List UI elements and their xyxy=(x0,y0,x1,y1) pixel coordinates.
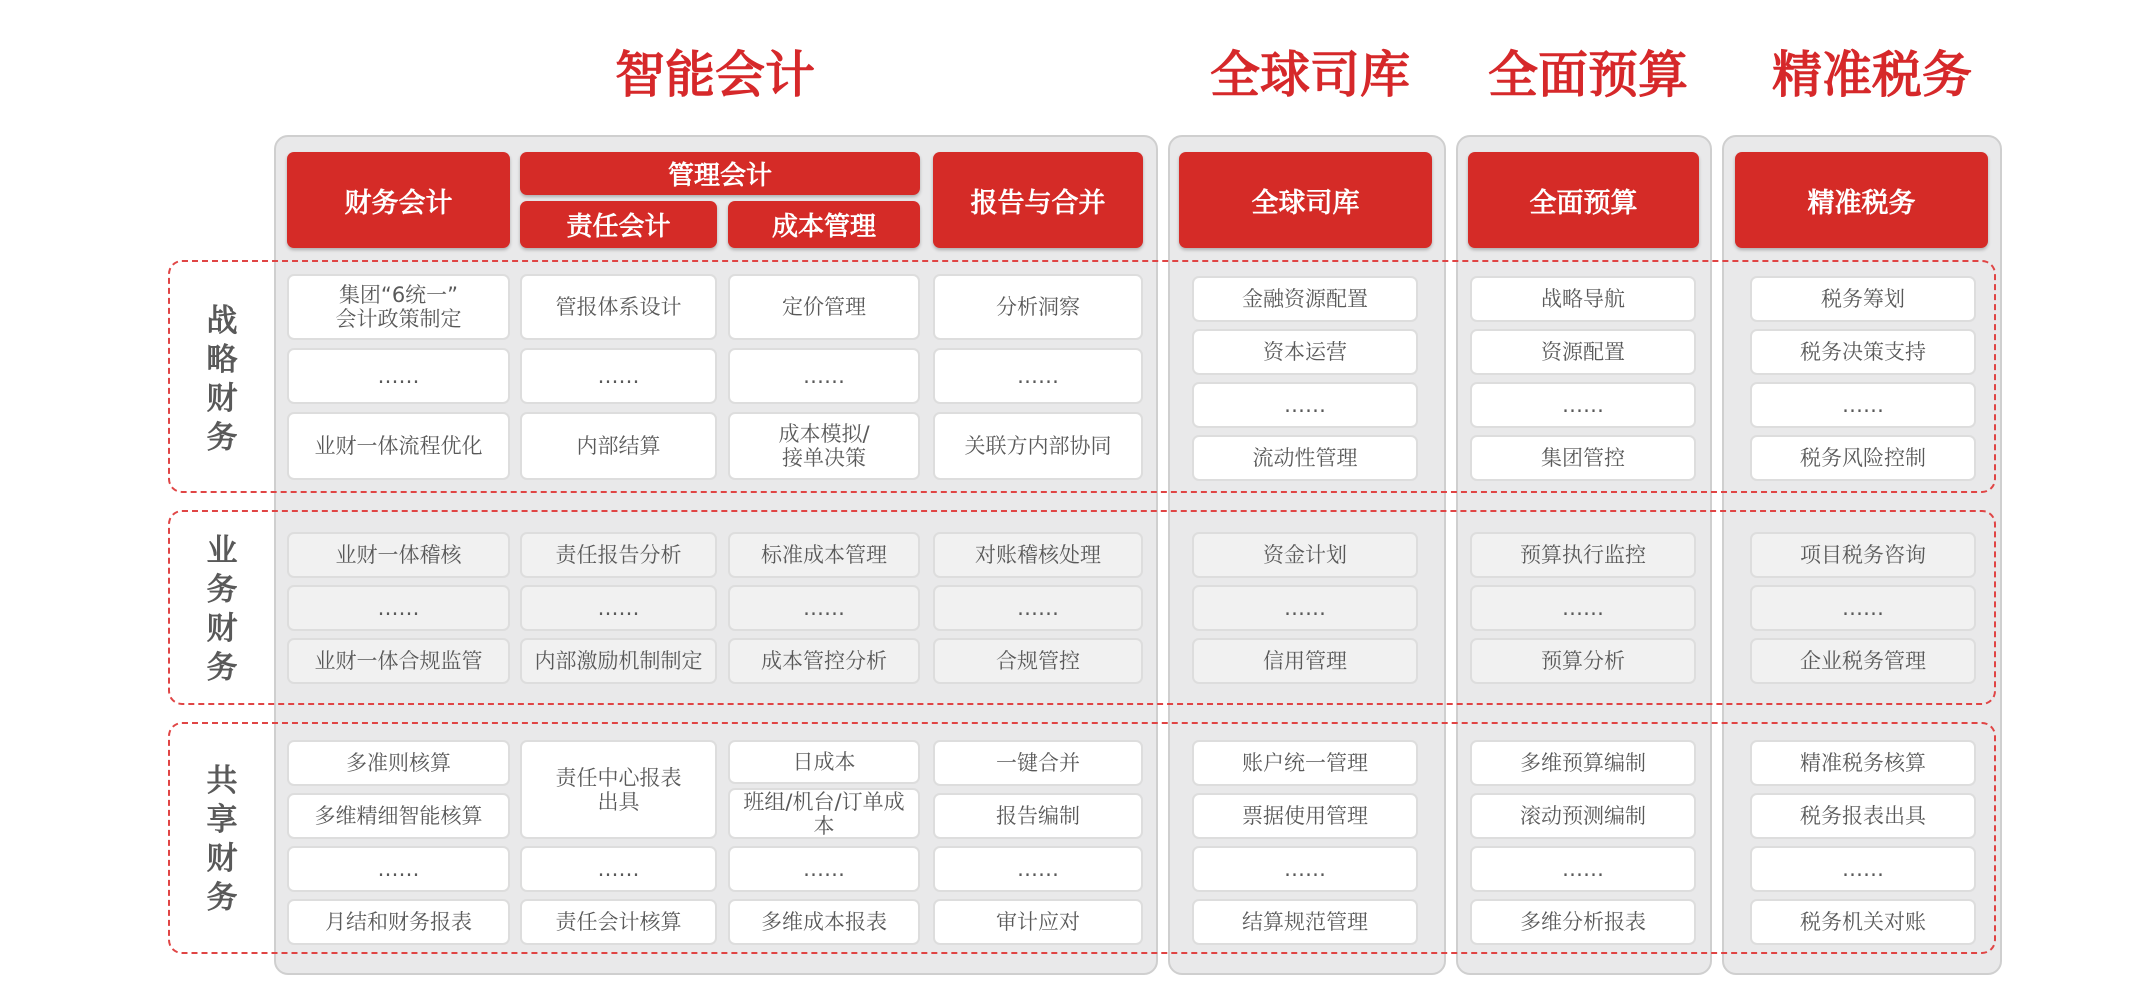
cell-business-tax-2: …… xyxy=(1750,585,1976,631)
cell-shared-responsibility-3: 责任会计核算 xyxy=(520,899,717,945)
cell-shared-tax-1: 精准税务核算 xyxy=(1750,740,1976,786)
cell-business-cost-2: …… xyxy=(728,585,920,631)
cell-shared-reporting-2: 报告编制 xyxy=(933,793,1143,839)
cell-strategy-treasury-4: 流动性管理 xyxy=(1192,435,1418,481)
cell-business-budget-3: 预算分析 xyxy=(1470,638,1696,684)
cell-shared-tax-4: 税务机关对账 xyxy=(1750,899,1976,945)
cell-shared-financial-4: 月结和财务报表 xyxy=(287,899,510,945)
cell-shared-cost-3: …… xyxy=(728,846,920,892)
cell-strategy-tax-2: 税务决策支持 xyxy=(1750,329,1976,375)
cell-business-budget-1: 预算执行监控 xyxy=(1470,532,1696,578)
cell-shared-budget-3: …… xyxy=(1470,846,1696,892)
cell-strategy-budget-4: 集团管控 xyxy=(1470,435,1696,481)
cell-shared-budget-4: 多维分析报表 xyxy=(1470,899,1696,945)
cell-strategy-cost-3: 成本模拟/ 接单决策 xyxy=(728,412,920,480)
cell-strategy-responsibility-2: …… xyxy=(520,348,717,404)
cell-strategy-cost-2: …… xyxy=(728,348,920,404)
cell-strategy-tax-3: …… xyxy=(1750,382,1976,428)
cell-strategy-financial-2: …… xyxy=(287,348,510,404)
cell-shared-tax-2: 税务报表出具 xyxy=(1750,793,1976,839)
cell-business-budget-2: …… xyxy=(1470,585,1696,631)
cell-strategy-responsibility-3: 内部结算 xyxy=(520,412,717,480)
cell-business-reporting-3: 合规管控 xyxy=(933,638,1143,684)
cell-business-reporting-2: …… xyxy=(933,585,1143,631)
cell-shared-reporting-4: 审计应对 xyxy=(933,899,1143,945)
cell-strategy-treasury-2: 资本运营 xyxy=(1192,329,1418,375)
cell-business-tax-3: 企业税务管理 xyxy=(1750,638,1976,684)
cell-business-financial-3: 业财一体合规监管 xyxy=(287,638,510,684)
cell-strategy-financial-3: 业财一体流程优化 xyxy=(287,412,510,480)
cell-business-treasury-2: …… xyxy=(1192,585,1418,631)
header-financial-accounting: 财务会计 xyxy=(287,152,510,248)
cell-strategy-reporting-2: …… xyxy=(933,348,1143,404)
cell-shared-treasury-1: 账户统一管理 xyxy=(1192,740,1418,786)
cell-strategy-budget-2: 资源配置 xyxy=(1470,329,1696,375)
cell-strategy-treasury-3: …… xyxy=(1192,382,1418,428)
title-smart-accounting: 智能会计 xyxy=(615,46,815,104)
cell-business-cost-3: 成本管控分析 xyxy=(728,638,920,684)
cell-shared-treasury-3: …… xyxy=(1192,846,1418,892)
cell-shared-cost-2: 班组/机台/订单成 本 xyxy=(728,788,920,839)
cell-business-responsibility-2: …… xyxy=(520,585,717,631)
header-global-treasury: 全球司库 xyxy=(1179,152,1432,248)
cell-shared-financial-1: 多准则核算 xyxy=(287,740,510,786)
cell-strategy-reporting-1: 分析洞察 xyxy=(933,274,1143,340)
cell-shared-treasury-4: 结算规范管理 xyxy=(1192,899,1418,945)
header-responsibility-accounting: 责任会计 xyxy=(520,201,717,248)
cell-shared-tax-3: …… xyxy=(1750,846,1976,892)
title-precise-tax: 精准税务 xyxy=(1772,46,1972,104)
cell-business-responsibility-1: 责任报告分析 xyxy=(520,532,717,578)
cell-business-treasury-3: 信用管理 xyxy=(1192,638,1418,684)
header-cost-management: 成本管理 xyxy=(728,201,920,248)
header-reporting-consolidation: 报告与合并 xyxy=(933,152,1143,248)
cell-strategy-tax-4: 税务风险控制 xyxy=(1750,435,1976,481)
cell-shared-responsibility-2: …… xyxy=(520,846,717,892)
cell-strategy-cost-1: 定价管理 xyxy=(728,274,920,340)
cell-business-reporting-1: 对账稽核处理 xyxy=(933,532,1143,578)
cell-strategy-treasury-1: 金融资源配置 xyxy=(1192,276,1418,322)
label-strategy-finance: 战 略 财 务 xyxy=(206,303,238,456)
cell-shared-reporting-1: 一键合并 xyxy=(933,740,1143,786)
cell-strategy-budget-3: …… xyxy=(1470,382,1696,428)
label-shared-finance: 共 享 财 务 xyxy=(206,763,238,916)
header-management-accounting: 管理会计 xyxy=(520,152,920,195)
cell-business-financial-2: …… xyxy=(287,585,510,631)
cell-shared-budget-1: 多维预算编制 xyxy=(1470,740,1696,786)
cell-shared-financial-3: …… xyxy=(287,846,510,892)
header-full-budget: 全面预算 xyxy=(1468,152,1699,248)
cell-strategy-reporting-3: 关联方内部协同 xyxy=(933,412,1143,480)
cell-business-responsibility-3: 内部激励机制制定 xyxy=(520,638,717,684)
cell-strategy-budget-1: 战略导航 xyxy=(1470,276,1696,322)
cell-business-financial-1: 业财一体稽核 xyxy=(287,532,510,578)
cell-strategy-financial-1: 集团“6统一” 会计政策制定 xyxy=(287,274,510,340)
cell-shared-responsibility-1: 责任中心报表 出具 xyxy=(520,740,717,839)
cell-business-treasury-1: 资金计划 xyxy=(1192,532,1418,578)
cell-strategy-tax-1: 税务筹划 xyxy=(1750,276,1976,322)
cell-shared-cost-4: 多维成本报表 xyxy=(728,899,920,945)
label-business-finance: 业 务 财 务 xyxy=(206,533,238,686)
cell-strategy-responsibility-1: 管报体系设计 xyxy=(520,274,717,340)
cell-shared-treasury-2: 票据使用管理 xyxy=(1192,793,1418,839)
title-full-budget: 全面预算 xyxy=(1488,46,1688,104)
header-precise-tax: 精准税务 xyxy=(1735,152,1988,248)
cell-shared-financial-2: 多维精细智能核算 xyxy=(287,793,510,839)
cell-business-cost-1: 标准成本管理 xyxy=(728,532,920,578)
cell-shared-reporting-3: …… xyxy=(933,846,1143,892)
cell-business-tax-1: 项目税务咨询 xyxy=(1750,532,1976,578)
title-global-treasury: 全球司库 xyxy=(1210,46,1410,104)
cell-shared-budget-2: 滚动预测编制 xyxy=(1470,793,1696,839)
cell-shared-cost-1: 日成本 xyxy=(728,740,920,784)
